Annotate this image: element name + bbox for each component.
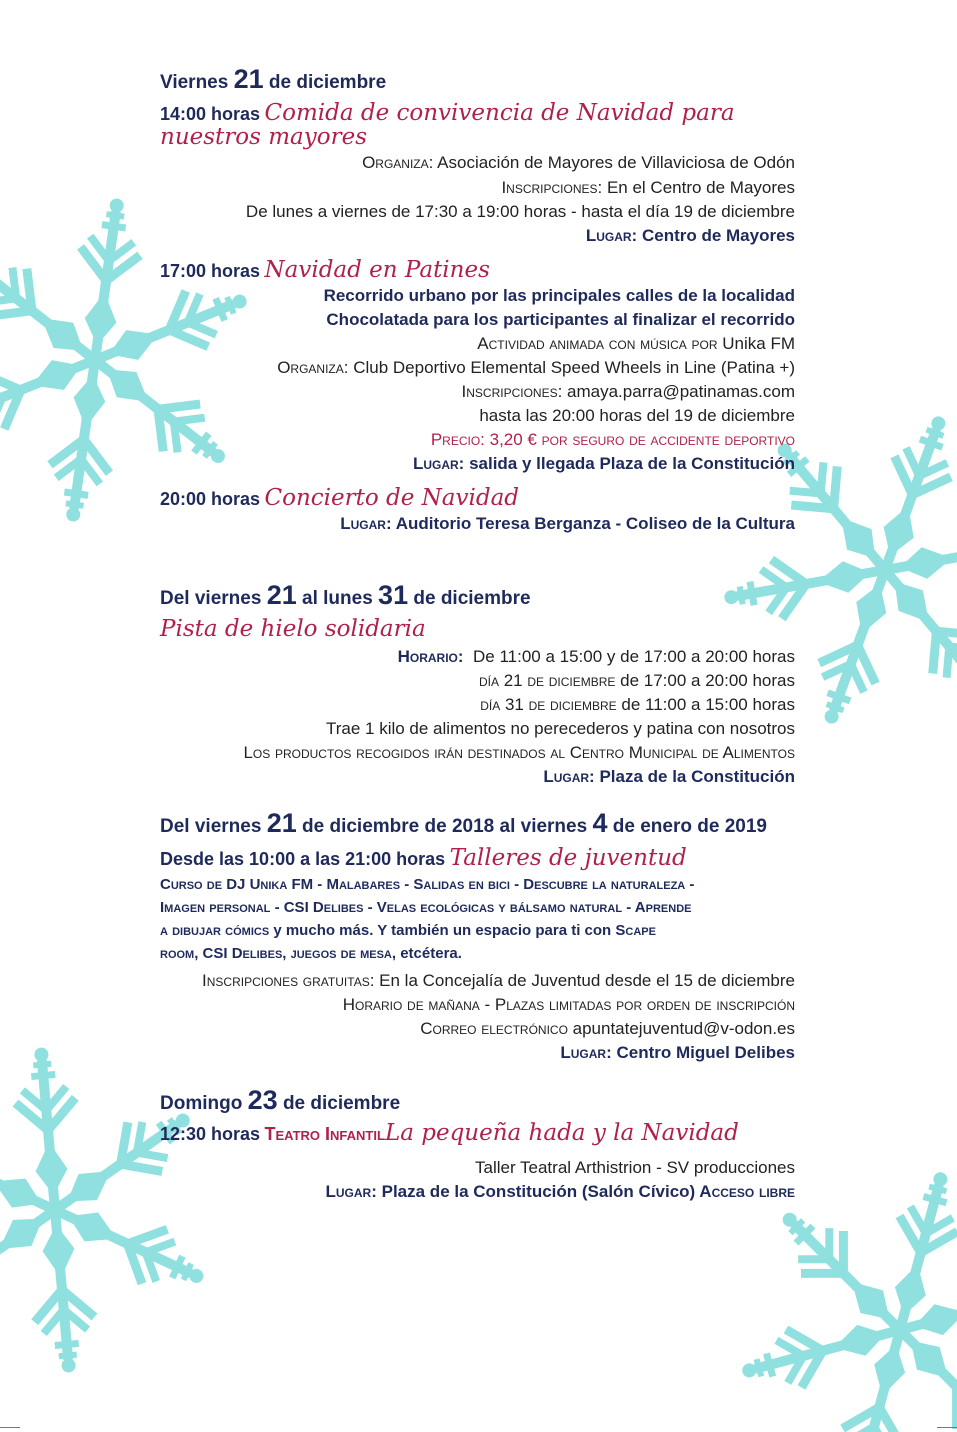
event-title-row: 14:00 horas Comida de convivencia de Navidad para bbox=[160, 100, 735, 126]
schedule-line: día 31 de diciembre de 11:00 a 15:00 horas bbox=[480, 695, 795, 714]
date-heading: Domingo 23 de diciembre bbox=[160, 1085, 401, 1115]
description-line: Chocolatada para los participantes al finalizar el recorrido bbox=[326, 310, 795, 329]
deadline-line: hasta las 20:00 horas del 19 de diciembre bbox=[479, 406, 795, 425]
date-heading: Del viernes 21 de diciembre de 2018 al viernes 4 de enero de 2019 bbox=[160, 808, 767, 838]
event-title-row: 12:30 horas Teatro InfantilLa pequeña hada y la Navidad bbox=[160, 1120, 739, 1146]
description-line: Trae 1 kilo de alimentos no perecederos y patina con nosotros bbox=[325, 719, 795, 738]
schedule-line: Horario de mañana - Plazas limitadas por orden de inscripción bbox=[342, 995, 795, 1014]
schedule-line: Horario: De 11:00 a 15:00 y de 17:00 a 20:00 horas bbox=[397, 647, 795, 666]
activity-line: Actividad animada con música por Unika FM bbox=[477, 334, 795, 353]
registration-line: Inscripciones: En el Centro de Mayores bbox=[501, 178, 795, 197]
activity-list: a dibujar cómics y mucho más. Y también un espacio para ti con Scape bbox=[160, 922, 656, 939]
event-title: Pista de hielo solidaria bbox=[160, 616, 426, 642]
activity-list: room, CSI Delibes, juegos de mesa, etcétera. bbox=[160, 945, 462, 962]
organizer-line: Organiza: Asociación de Mayores de Villaviciosa de Odón bbox=[362, 153, 795, 172]
event-title-row: Desde las 10:00 a las 21:00 horas Talleres de juventud bbox=[160, 845, 687, 871]
event-tag: Teatro Infantil bbox=[264, 1124, 385, 1144]
event-title: Navidad en Patines bbox=[264, 257, 490, 283]
event-title-row: 17:00 horas Navidad en Patines bbox=[160, 257, 490, 283]
location-line: Lugar: Plaza de la Constitución bbox=[543, 767, 795, 786]
location-line: Lugar: Centro de Mayores bbox=[585, 226, 795, 245]
registration-line: Inscripciones: amaya.parra@patinamas.com bbox=[461, 382, 795, 401]
event-title-cont: nuestros mayores bbox=[160, 124, 368, 150]
date-heading: Viernes 21 de diciembre bbox=[160, 64, 387, 94]
location-line: Lugar: Auditorio Teresa Berganza - Coliseo de la Cultura bbox=[340, 514, 795, 533]
activity-list: Curso de DJ Unika FM - Malabares - Salidas en bici - Descubre la naturaleza - bbox=[160, 876, 695, 893]
activity-list: Imagen personal - CSI Delibes - Velas ecológicas y bálsamo natural - Aprende bbox=[160, 899, 692, 916]
crop-mark bbox=[937, 1427, 957, 1428]
date-heading: Del viernes 21 al lunes 31 de diciembre bbox=[160, 580, 531, 610]
location-line: Lugar: Centro Miguel Delibes bbox=[560, 1043, 795, 1062]
event-title: Comida de convivencia de Navidad para bbox=[264, 100, 735, 126]
registration-line: Inscripciones gratuitas: En la Concejalía de Juventud desde el 15 de diciembre bbox=[202, 971, 795, 990]
description-line: Recorrido urbano por las principales calles de la localidad bbox=[323, 286, 795, 305]
location-line: Lugar: Plaza de la Constitución (Salón Cívico) Acceso libre bbox=[325, 1182, 795, 1201]
organizer-line: Organiza: Club Deportivo Elemental Speed Wheels in Line (Patina +) bbox=[277, 358, 795, 377]
description-line: Los productos recogidos irán destinados al Centro Municipal de Alimentos bbox=[243, 743, 795, 762]
location-line: Lugar: salida y llegada Plaza de la Constitución bbox=[412, 454, 795, 473]
crop-mark bbox=[0, 1427, 20, 1428]
price-line: Precio: 3,20 € por seguro de accidente deportivo bbox=[430, 430, 795, 449]
company-line: Taller Teatral Arthistrion - SV producciones bbox=[474, 1158, 795, 1177]
schedule-line: De lunes a viernes de 17:30 a 19:00 horas - hasta el día 19 de diciembre bbox=[245, 202, 795, 221]
event-title: Talleres de juventud bbox=[449, 845, 687, 871]
event-title: Concierto de Navidad bbox=[264, 485, 520, 511]
email-line: Correo electrónico apuntatejuventud@v-odon.es bbox=[420, 1019, 795, 1038]
schedule-line: día 21 de diciembre de 17:00 a 20:00 horas bbox=[478, 671, 795, 690]
event-title-row: 20:00 horas Concierto de Navidad bbox=[160, 485, 520, 511]
event-title: La pequeña hada y la Navidad bbox=[384, 1120, 739, 1146]
